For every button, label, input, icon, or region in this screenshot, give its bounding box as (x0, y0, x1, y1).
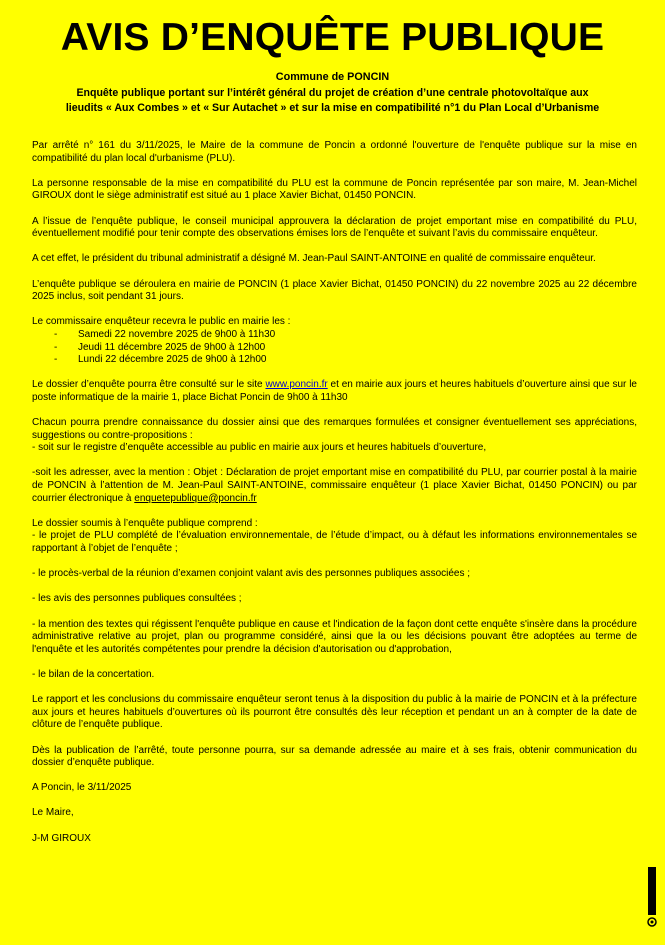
paragraph-approbation: A l’issue de l’enquête publique, le conseil municipal approuvera la déclaration de projet emportant mise en compatibilité du PLU, éventuellement modifié pour tenir compte des observations émises lors de l’enquête et suivant l’avis du commissaire enquêteur. (32, 215, 637, 240)
paragraph-avis: - les avis des personnes publiques consultées ; (32, 593, 242, 605)
email-link[interactable]: enquetepublique@poncin.fr (134, 492, 257, 504)
permanence-item (32, 342, 637, 355)
subtitle-line-1: Enquête publique portant sur l’intérêt général du projet de création d’une centrale photovoltaïque aux (76, 86, 589, 99)
permanence-item (32, 354, 637, 367)
consultation-text-before: Le dossier d’enquête pourra être consulté sur le site (32, 379, 266, 391)
commune-name: Commune de PONCIN (275, 71, 390, 83)
dossier-intro: Le dossier soumis à l’enquête publique comprend : (32, 517, 258, 529)
paragraph-bilan: - le bilan de la concertation. (32, 668, 155, 680)
paragraph-textes: - la mention des textes qui régissent l'enquête publique en cause et l'indication de la façon dont cette enquête s'insère dans la procédure administrative relative au projet, plan ou programme considéré, ainsi que la ou les décisions pouvant être adoptées au terme de l'enquête et les autorités compétentes pour prendre la décision d'autorisation ou d'approbation, (32, 618, 637, 655)
consultation-text-after: et en mairie aux jours et heures habituels d’ouverture ainsi que sur le poste informatique de la mairie 1, place Bichat Poncin de 9h00 à 11h30 (32, 379, 637, 403)
subtitle-line-2: lieudits « Aux Combes » et « Sur Autachet » et sur la mise en compatibilité n°1 du Plan Local d’Urbanisme (65, 102, 600, 114)
dossier-item-plu: - le projet de PLU complété de l’évaluation environnementale, de l’étude d’impact, ou à défaut les informations environnementales se rapportant à l’objet de l’enquête ; (32, 530, 637, 554)
signature-title: Le Maire, (32, 807, 74, 819)
paragraph-proces-verbal: - le procès-verbal de la réunion d’examen conjoint valant avis des personnes publiques associées ; (32, 568, 471, 580)
list-dash: - (54, 354, 58, 366)
notice-header (0, 70, 665, 117)
observations-line-2: - soit sur le registre d’enquête accessible au public en mairie aux jours et heures habituels d’ouverture, (32, 442, 487, 454)
page-title: AVIS D’ENQUÊTE PUBLIQUE (60, 16, 605, 59)
paragraph-communication: Dès la publication de l’arrêté, toute personne pourra, sur sa demande adressée au maire et à ses frais, obtenir communication du dossier d’enquête publique. (32, 744, 637, 769)
website-link[interactable]: www.poncin.fr (265, 379, 328, 391)
paragraph-rapport: Le rapport et les conclusions du commissaire enquêteur seront tenus à la disposition du public à la mairie de PONCIN et à la préfecture aux jours et heures habituels d’ouvertures où ils pourront être consultés dès leur réception et pendant un an à compter de la date de clôture de l’enquête publique. (32, 694, 637, 731)
permanence-date: Lundi 22 décembre 2025 de 9h00 à 12h00 (78, 354, 267, 366)
permanence-date: Jeudi 11 décembre 2025 de 9h00 à 12h00 (78, 341, 266, 353)
paragraph-dates-enquete: L’enquête publique se déroulera en mairie de PONCIN (1 place Xavier Bichat, 01450 PONCIN) du 22 novembre 2025 au 22 décembre 2025 inclus, soit pendant 31 jours. (32, 278, 637, 303)
paragraph-courrier (32, 467, 637, 505)
paragraph-permanences-intro: Le commissaire enquêteur recevra le public en mairie les : (32, 316, 291, 328)
notice-body (32, 140, 637, 858)
place-date: A Poncin, le 3/11/2025 (32, 782, 132, 794)
paragraph-arrete: Par arrêté n° 161 du 3/11/2025, le Maire de la commune de Poncin a ordonné l'ouverture de l'enquête publique sur la mise en compatibilité du plan local d'urbanisme (PLU). (32, 140, 637, 164)
observations-line-1: Chacun pourra prendre connaissance du dossier ainsi que des remarques formulées et consigner éventuellement ses appréciations, suggestions ou contre-propositions : (32, 417, 637, 441)
permanence-item (32, 329, 637, 342)
paragraph-consultation (32, 379, 637, 404)
list-dash: - (54, 341, 58, 353)
paragraph-responsable: La personne responsable de la mise en compatibilité du PLU est la commune de Poncin représentée par son maire, M. Jean-Michel GIROUX dont le siège administratif est situé au 1 place Xavier Bichat, 01450 PONCIN. (32, 177, 637, 202)
paragraph-dossier (32, 518, 637, 556)
list-dash: - (54, 328, 58, 340)
paragraph-commissaire: A cet effet, le président du tribunal administratif a désigné M. Jean-Paul SAINT-ANTOINE en qualité de commissaire enquêteur. (32, 253, 596, 265)
signature-name: J-M GIROUX (32, 832, 91, 844)
courrier-text: -soit les adresser, avec la mention : Objet : Déclaration de projet emportant mise en compatibilité du PLU, par courrier postal à la mairie de PONCIN à l’attention de M. Jean-Paul SAINT-ANTOINE, commissaire enquêteur (1 place Xavier Bichat, 01450 PONCIN) ou par courrier électronique à (32, 467, 637, 504)
paragraph-observations (32, 417, 637, 455)
printer-logo-icon (647, 867, 657, 929)
permanences-list (32, 329, 637, 367)
permanence-date: Samedi 22 novembre 2025 de 9h00 à 11h30 (78, 328, 276, 340)
